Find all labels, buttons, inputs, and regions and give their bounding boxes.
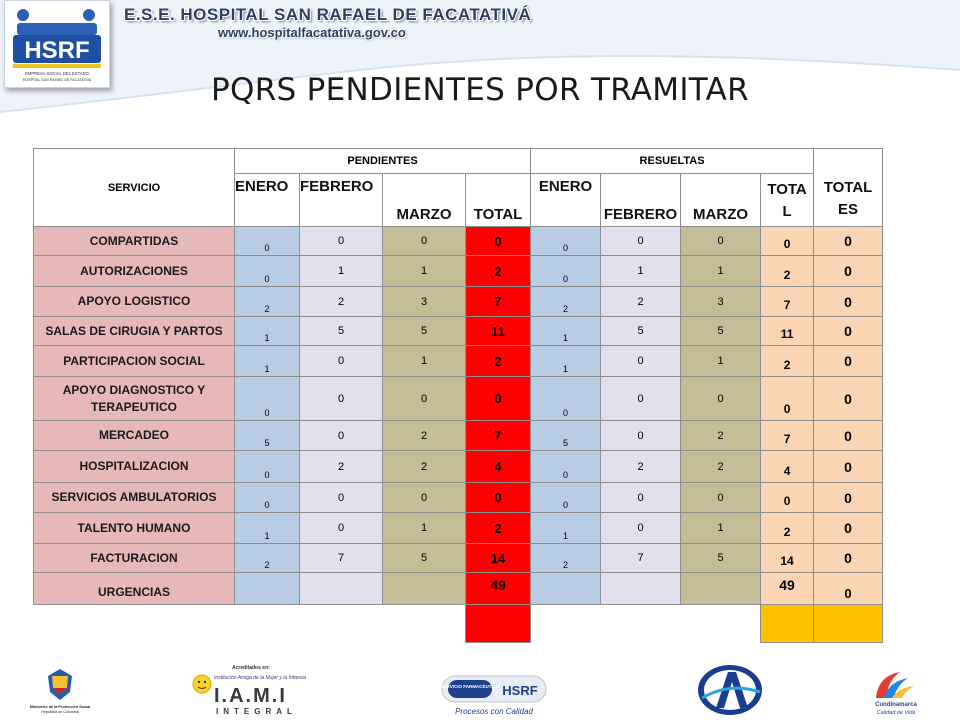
pend-enero-cell: 1 bbox=[235, 317, 300, 346]
table-row bbox=[34, 421, 883, 451]
header-resueltas: RESUELTAS bbox=[531, 149, 814, 174]
pend-total-footer-cell bbox=[466, 605, 531, 643]
res-febrero-cell: 5 bbox=[601, 317, 681, 346]
res-febrero-cell: 2 bbox=[601, 451, 681, 483]
totales-cell: 0 bbox=[814, 544, 883, 573]
table-row bbox=[34, 451, 883, 483]
acreditacion-a-logo bbox=[694, 662, 766, 718]
totales-cell: 0 bbox=[814, 287, 883, 317]
totales-cell: 0 bbox=[814, 227, 883, 256]
res-febrero-cell bbox=[601, 573, 681, 605]
svg-text:Ministerio de la Protección So: Ministerio de la Protección Social bbox=[29, 705, 91, 709]
pend-total-cell: 49 bbox=[466, 573, 531, 605]
svg-text:EMPRESA SOCIAL DEL ESTADO: EMPRESA SOCIAL DEL ESTADO bbox=[25, 71, 89, 76]
page-title: PQRS PENDIENTES POR TRAMITAR bbox=[211, 72, 749, 108]
res-enero-cell: 0 bbox=[531, 377, 601, 421]
pend-febrero-cell: 0 bbox=[300, 421, 383, 451]
pend-total-cell: 0 bbox=[466, 483, 531, 513]
res-febrero-cell: 0 bbox=[601, 377, 681, 421]
pend-marzo-cell: 1 bbox=[383, 513, 466, 544]
pend-marzo-cell: 3 bbox=[383, 287, 466, 317]
res-marzo-cell: 0 bbox=[681, 483, 761, 513]
cundinamarca-logo bbox=[870, 664, 922, 718]
svg-text:Cundinamarca: Cundinamarca bbox=[875, 702, 917, 708]
res-total-cell: 0 bbox=[761, 227, 814, 256]
table-body bbox=[34, 227, 883, 573]
pend-febrero-cell: 0 bbox=[300, 227, 383, 256]
table-row bbox=[34, 227, 883, 256]
header-totales: TOTAL ES bbox=[814, 149, 883, 227]
pend-enero-cell: 0 bbox=[235, 483, 300, 513]
pend-febrero-cell bbox=[300, 573, 383, 605]
table-row bbox=[34, 287, 883, 317]
pqrs-table bbox=[33, 148, 883, 643]
pend-enero-cell: 1 bbox=[235, 346, 300, 377]
res-enero-cell: 1 bbox=[531, 346, 601, 377]
res-marzo-cell: 5 bbox=[681, 544, 761, 573]
res-total-cell: 49 bbox=[761, 573, 814, 605]
res-marzo-cell: 3 bbox=[681, 287, 761, 317]
pend-marzo-cell: 2 bbox=[383, 451, 466, 483]
res-total-cell: 7 bbox=[761, 421, 814, 451]
res-febrero-cell: 0 bbox=[601, 421, 681, 451]
res-febrero-cell: 0 bbox=[601, 346, 681, 377]
servicio-cell: APOYO LOGISTICO bbox=[34, 287, 235, 317]
svg-text:Procesos con Calidad: Procesos con Calidad bbox=[455, 707, 533, 716]
pend-enero-cell: 0 bbox=[235, 256, 300, 287]
res-enero-cell: 0 bbox=[531, 451, 601, 483]
pend-febrero-cell: 0 bbox=[300, 346, 383, 377]
res-febrero-cell: 7 bbox=[601, 544, 681, 573]
pend-total-cell: 7 bbox=[466, 421, 531, 451]
servicio-cell: SALAS DE CIRUGIA Y PARTOS bbox=[34, 317, 235, 346]
header-pendientes: PENDIENTES bbox=[235, 149, 531, 174]
svg-text:HSRF: HSRF bbox=[502, 683, 538, 698]
servicio-farmaceutico-logo bbox=[440, 670, 548, 718]
pend-total-cell: 2 bbox=[466, 256, 531, 287]
pend-total-cell: 0 bbox=[466, 227, 531, 256]
servicio-cell: COMPARTIDAS bbox=[34, 227, 235, 256]
pend-total-cell: 2 bbox=[466, 513, 531, 544]
pend-enero-cell: 5 bbox=[235, 421, 300, 451]
totales-footer-cell bbox=[814, 605, 883, 643]
servicio-cell: FACTURACION bbox=[34, 544, 235, 573]
res-enero-cell: 0 bbox=[531, 483, 601, 513]
res-marzo-cell: 1 bbox=[681, 513, 761, 544]
servicio-cell: PARTICIPACION SOCIAL bbox=[34, 346, 235, 377]
res-total-cell: 0 bbox=[761, 377, 814, 421]
res-marzo-cell bbox=[681, 573, 761, 605]
header-pend-enero: ENERO bbox=[235, 174, 300, 227]
iami-logo bbox=[192, 662, 307, 718]
pend-enero-cell: 1 bbox=[235, 513, 300, 544]
res-total-cell: 4 bbox=[761, 451, 814, 483]
res-total-cell: 0 bbox=[761, 483, 814, 513]
servicio-cell: TALENTO HUMANO bbox=[34, 513, 235, 544]
totales-cell: 0 bbox=[814, 483, 883, 513]
totales-cell: 0 bbox=[814, 317, 883, 346]
res-febrero-cell: 0 bbox=[601, 483, 681, 513]
pend-febrero-cell: 7 bbox=[300, 544, 383, 573]
pend-enero-cell: 0 bbox=[235, 227, 300, 256]
res-enero-cell: 1 bbox=[531, 317, 601, 346]
pend-enero-cell: 0 bbox=[235, 451, 300, 483]
pend-total-cell: 4 bbox=[466, 451, 531, 483]
pend-enero-cell: 2 bbox=[235, 544, 300, 573]
pend-marzo-cell bbox=[383, 573, 466, 605]
pend-enero-cell: 2 bbox=[235, 287, 300, 317]
res-enero-cell: 1 bbox=[531, 513, 601, 544]
res-febrero-cell: 1 bbox=[601, 256, 681, 287]
pend-febrero-cell: 2 bbox=[300, 451, 383, 483]
res-enero-cell bbox=[531, 573, 601, 605]
table-row bbox=[34, 317, 883, 346]
res-total-cell: 7 bbox=[761, 287, 814, 317]
ministerio-logo bbox=[29, 666, 91, 718]
res-febrero-cell: 2 bbox=[601, 287, 681, 317]
res-total-cell: 2 bbox=[761, 256, 814, 287]
header-res-febrero: FEBRERO bbox=[601, 174, 681, 227]
pend-marzo-cell: 0 bbox=[383, 227, 466, 256]
pend-enero-cell: 0 bbox=[235, 377, 300, 421]
pend-total-cell: 7 bbox=[466, 287, 531, 317]
pend-total-cell: 11 bbox=[466, 317, 531, 346]
pend-febrero-cell: 2 bbox=[300, 287, 383, 317]
servicio-cell: URGENCIAS bbox=[34, 573, 235, 605]
table-row bbox=[34, 256, 883, 287]
servicio-cell: APOYO DIAGNOSTICO Y TERAPEUTICO bbox=[34, 377, 235, 421]
svg-text:Acreditados en:: Acreditados en: bbox=[232, 665, 270, 671]
table-row bbox=[34, 377, 883, 421]
servicio-cell: HOSPITALIZACION bbox=[34, 451, 235, 483]
pend-febrero-cell: 5 bbox=[300, 317, 383, 346]
pend-marzo-cell: 0 bbox=[383, 377, 466, 421]
pend-marzo-cell: 5 bbox=[383, 317, 466, 346]
header-pend-febrero: FEBRERO bbox=[300, 174, 383, 227]
svg-text:INTEGRAL: INTEGRAL bbox=[216, 707, 297, 716]
pend-febrero-cell: 0 bbox=[300, 377, 383, 421]
pend-marzo-cell: 5 bbox=[383, 544, 466, 573]
table-footer-row bbox=[34, 605, 883, 643]
totales-cell: 0 bbox=[814, 513, 883, 544]
res-marzo-cell: 5 bbox=[681, 317, 761, 346]
pend-total-cell: 2 bbox=[466, 346, 531, 377]
totales-cell: 0 bbox=[814, 451, 883, 483]
hospital-name: E.S.E. HOSPITAL SAN RAFAEL DE FACATATIVÁ bbox=[124, 5, 532, 24]
svg-text:I.A.M.I: I.A.M.I bbox=[214, 685, 287, 707]
pend-febrero-cell: 0 bbox=[300, 483, 383, 513]
servicio-cell: SERVICIOS AMBULATORIOS bbox=[34, 483, 235, 513]
table-row-urgencias bbox=[34, 573, 883, 605]
header-res-total: TOTA L bbox=[761, 174, 814, 227]
pend-total-cell: 0 bbox=[466, 377, 531, 421]
res-enero-cell: 0 bbox=[531, 256, 601, 287]
svg-text:HSRF: HSRF bbox=[24, 37, 90, 64]
pend-marzo-cell: 0 bbox=[383, 483, 466, 513]
res-febrero-cell: 0 bbox=[601, 227, 681, 256]
res-enero-cell: 2 bbox=[531, 287, 601, 317]
res-enero-cell: 0 bbox=[531, 227, 601, 256]
res-marzo-cell: 0 bbox=[681, 377, 761, 421]
res-enero-cell: 2 bbox=[531, 544, 601, 573]
header-servicio: SERVICIO bbox=[34, 149, 235, 227]
res-total-cell: 2 bbox=[761, 346, 814, 377]
header-res-enero: ENERO bbox=[531, 174, 601, 227]
totales-cell: 0 bbox=[814, 421, 883, 451]
svg-text:HOSPITAL SAN RAFAEL DE FACATAT: HOSPITAL SAN RAFAEL DE FACATATIVA bbox=[22, 78, 92, 82]
table-row bbox=[34, 483, 883, 513]
res-total-cell: 2 bbox=[761, 513, 814, 544]
res-marzo-cell: 2 bbox=[681, 421, 761, 451]
pend-febrero-cell: 1 bbox=[300, 256, 383, 287]
svg-text:Institución Amiga de la Mujer: Institución Amiga de la Mujer y la Infancia bbox=[214, 675, 307, 681]
servicio-cell: MERCADEO bbox=[34, 421, 235, 451]
hospital-website[interactable]: www.hospitalfacatativa.gov.co bbox=[218, 25, 406, 40]
res-total-cell: 11 bbox=[761, 317, 814, 346]
res-total-cell: 14 bbox=[761, 544, 814, 573]
res-enero-cell: 5 bbox=[531, 421, 601, 451]
pend-marzo-cell: 2 bbox=[383, 421, 466, 451]
totales-cell: 0 bbox=[814, 346, 883, 377]
res-febrero-cell: 0 bbox=[601, 513, 681, 544]
servicio-cell: AUTORIZACIONES bbox=[34, 256, 235, 287]
pend-total-cell: 14 bbox=[466, 544, 531, 573]
table-row bbox=[34, 346, 883, 377]
table-row bbox=[34, 513, 883, 544]
res-marzo-cell: 2 bbox=[681, 451, 761, 483]
pend-enero-cell bbox=[235, 573, 300, 605]
pend-marzo-cell: 1 bbox=[383, 346, 466, 377]
table-row bbox=[34, 544, 883, 573]
header-pend-marzo: MARZO bbox=[383, 174, 466, 227]
svg-text:Calidad de Vida: Calidad de Vida bbox=[876, 710, 916, 716]
totales-cell: 0 bbox=[814, 573, 883, 605]
res-total-footer-cell bbox=[761, 605, 814, 643]
res-marzo-cell: 1 bbox=[681, 346, 761, 377]
totales-cell: 0 bbox=[814, 377, 883, 421]
res-marzo-cell: 1 bbox=[681, 256, 761, 287]
pend-marzo-cell: 1 bbox=[383, 256, 466, 287]
pend-febrero-cell: 0 bbox=[300, 513, 383, 544]
res-marzo-cell: 0 bbox=[681, 227, 761, 256]
svg-text:SERVICIO FARMACÉUTICO: SERVICIO FARMACÉUTICO bbox=[440, 684, 500, 689]
svg-text:República de Colombia: República de Colombia bbox=[41, 710, 79, 714]
header-pend-total: TOTAL bbox=[466, 174, 531, 227]
header-res-marzo: MARZO bbox=[681, 174, 761, 227]
totales-cell: 0 bbox=[814, 256, 883, 287]
